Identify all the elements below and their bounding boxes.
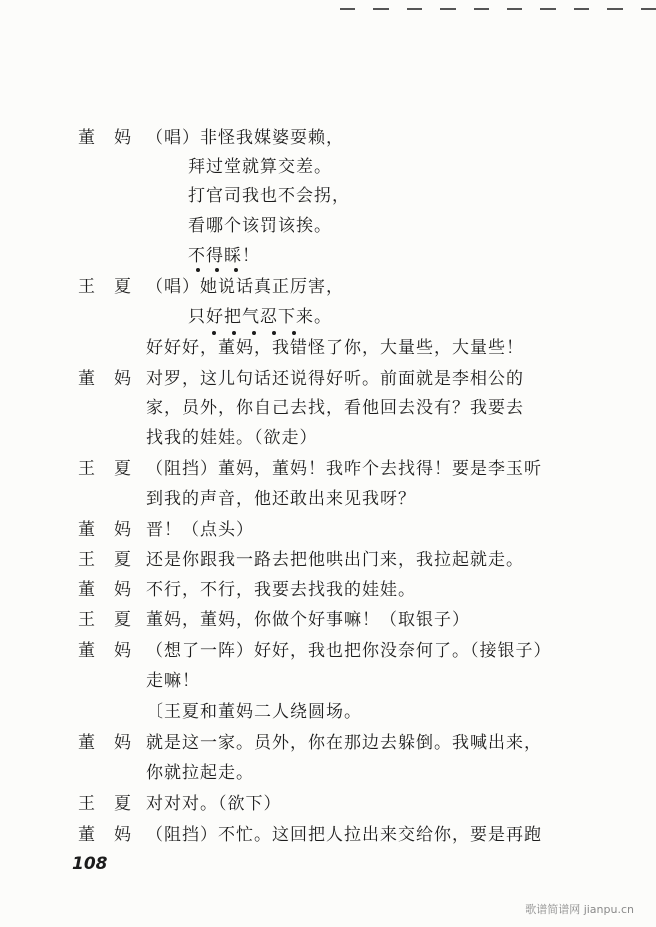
lyric-line: 看哪个该罚该挨。 [188, 216, 332, 236]
emphasis-dot [212, 331, 216, 335]
dialogue-line: 对对对。（欲下） [146, 794, 282, 814]
emphasis-dot [292, 331, 296, 335]
emphasis-dot [232, 331, 236, 335]
speaker-label: 王 夏 [78, 610, 132, 630]
dialogue-line: （唱）她说话真正厉害， [146, 277, 344, 297]
dialogue-line: 就是这一家。员外，你在那边去躲倒。我喊出来， [146, 733, 542, 753]
dash [574, 8, 589, 10]
dialogue-line: 到我的声音，他还敢出来见我呀？ [146, 489, 416, 509]
dash [340, 8, 355, 10]
speaker-label: 董 妈 [78, 369, 132, 389]
dash [440, 8, 455, 10]
emphasis-dot [196, 268, 200, 272]
speaker-label: 董 妈 [78, 641, 132, 661]
emphasis-dot [234, 268, 238, 272]
dialogue-line: 好好好，董妈，我错怪了你，大量些，大量些！ [146, 338, 524, 358]
dash [607, 8, 622, 10]
dash [507, 8, 522, 10]
speaker-label: 王 夏 [78, 277, 132, 297]
page-number: 108 [72, 854, 108, 874]
dialogue-line: 走嘛！ [146, 671, 200, 691]
speaker-label: 董 妈 [78, 520, 132, 540]
dash [407, 8, 422, 10]
dialogue-line: 找我的娃娃。（欲走） [146, 428, 318, 448]
emphasis-dot [272, 331, 276, 335]
speaker-label: 王 夏 [78, 794, 132, 814]
watermark: 歌谱简谱网 jianpu.cn [525, 903, 634, 916]
dash [540, 8, 555, 10]
dialogue-line: （阻挡）董妈，董妈！我咋个去找得！要是李玉听 [146, 459, 542, 479]
dialogue-line: 董妈，董妈，你做个好事嘛！（取银子） [146, 610, 470, 630]
lyric-line: 只好把气忍下来。 [188, 307, 332, 327]
lyric-line: 拜过堂就算交差。 [188, 157, 332, 177]
stage-direction: 〔王夏和董妈二人绕圆场。 [146, 702, 362, 722]
dialogue-line: （阻挡）不忙。这回把人拉出来交给你，要是再跑 [146, 825, 542, 845]
dialogue-line: 晋！（点头） [146, 520, 254, 540]
dialogue-line: 不行，不行，我要去找我的娃娃。 [146, 580, 416, 600]
dialogue-line: 还是你跟我一路去把他哄出门来，我拉起就走。 [146, 550, 524, 570]
dash [474, 8, 489, 10]
dialogue-line: （想了一阵）好好，我也把你没奈何了。（接银子） [146, 641, 552, 661]
dialogue-line: 家，员外，你自己去找，看他回去没有？我要去 [146, 398, 524, 418]
speaker-label: 王 夏 [78, 550, 132, 570]
speaker-label: 董 妈 [78, 733, 132, 753]
dialogue-line: 你就拉起走。 [146, 763, 254, 783]
lyric-line: 不得睬！ [188, 246, 260, 266]
dash [641, 8, 656, 10]
speaker-label: 王 夏 [78, 459, 132, 479]
emphasis-dot [215, 268, 219, 272]
speaker-label: 董 妈 [78, 580, 132, 600]
speaker-label: 董 妈 [78, 825, 132, 845]
emphasis-dot [252, 331, 256, 335]
dialogue-line: 对罗，这儿句话还说得好听。前面就是李相公的 [146, 369, 524, 389]
dash [373, 8, 388, 10]
top-dash-rule [340, 8, 656, 12]
speaker-label: 董 妈 [78, 128, 132, 148]
dialogue-line: （唱）非怪我媒婆耍赖， [146, 128, 344, 148]
lyric-line: 打官司我也不会拐， [188, 186, 350, 206]
